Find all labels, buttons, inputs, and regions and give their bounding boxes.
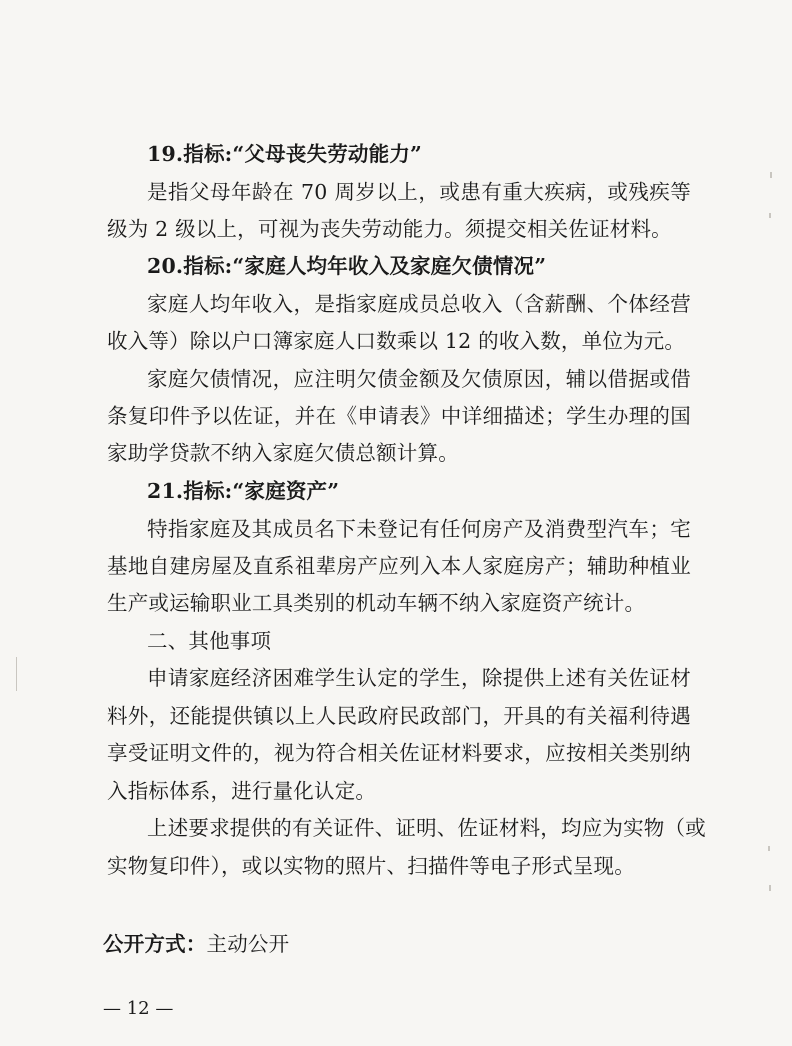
other-p2-line-1: 上述要求提供的有关证件、证明、佐证材料，均应为实物（或	[147, 816, 706, 840]
page-number: — 12 —	[103, 998, 174, 1019]
other-p1-line-3: 享受证明文件的，视为符合相关佐证材料要求，应按相关类别纳	[107, 741, 691, 765]
scan-mark	[769, 885, 771, 891]
other-p1-line-2: 料外，还能提供镇以上人民政府民政部门，开具的有关福利待遇	[107, 704, 691, 728]
other-matters-heading: 二、其他事项	[147, 629, 272, 653]
other-p2-line-2: 实物复印件），或以实物的照片、扫描件等电子形式呈现。	[107, 854, 635, 878]
scan-mark	[768, 846, 770, 851]
section-19-line-2: 级为 2 级以上，可视为丧失劳动能力。须提交相关佐证材料。	[107, 217, 672, 241]
scan-mark	[770, 172, 772, 178]
section-21-line-2: 基地自建房屋及直系祖辈房产应列入本人家庭房产；辅助种植业	[107, 554, 691, 578]
other-p1-line-1: 申请家庭经济困难学生认定的学生，除提供上述有关佐证材	[147, 666, 691, 690]
section-21-heading: 21.指标:“家庭资产”	[147, 479, 340, 503]
section-21-line-1: 特指家庭及其成员名下未登记有任何房产及消费型汽车；宅	[147, 517, 691, 541]
section-20-p2-line-2: 条复印件予以佐证，并在《申请表》中详细描述；学生办理的国	[107, 404, 691, 428]
section-20-p1-line-1: 家庭人均年收入，是指家庭成员总收入（含薪酬、个体经营	[147, 292, 691, 316]
other-p1-line-4: 入指标体系，进行量化认定。	[107, 779, 377, 803]
scan-mark	[16, 657, 17, 691]
section-20-p1-line-2: 收入等）除以户口簿家庭人口数乘以 12 的收入数，单位为元。	[107, 329, 686, 353]
disclosure-value: 主动公开	[206, 932, 290, 956]
section-20-p2-line-1: 家庭欠债情况，应注明欠债金额及欠债原因，辅以借据或借	[147, 367, 691, 391]
scan-mark	[769, 213, 771, 218]
section-19-line-1: 是指父母年龄在 70 周岁以上，或患有重大疾病，或残疾等	[147, 180, 691, 204]
section-19-heading: 19.指标:“父母丧失劳动能力”	[147, 142, 423, 166]
disclosure-label: 公开方式：	[103, 932, 207, 956]
disclosure-line	[103, 934, 687, 955]
section-21-line-3: 生产或运输职业工具类别的机动车辆不纳入家庭资产统计。	[107, 591, 646, 615]
section-20-heading: 20.指标:“家庭人均年收入及家庭欠债情况”	[147, 254, 547, 278]
section-20-p2-line-3: 家助学贷款不纳入家庭欠债总额计算。	[107, 441, 459, 465]
